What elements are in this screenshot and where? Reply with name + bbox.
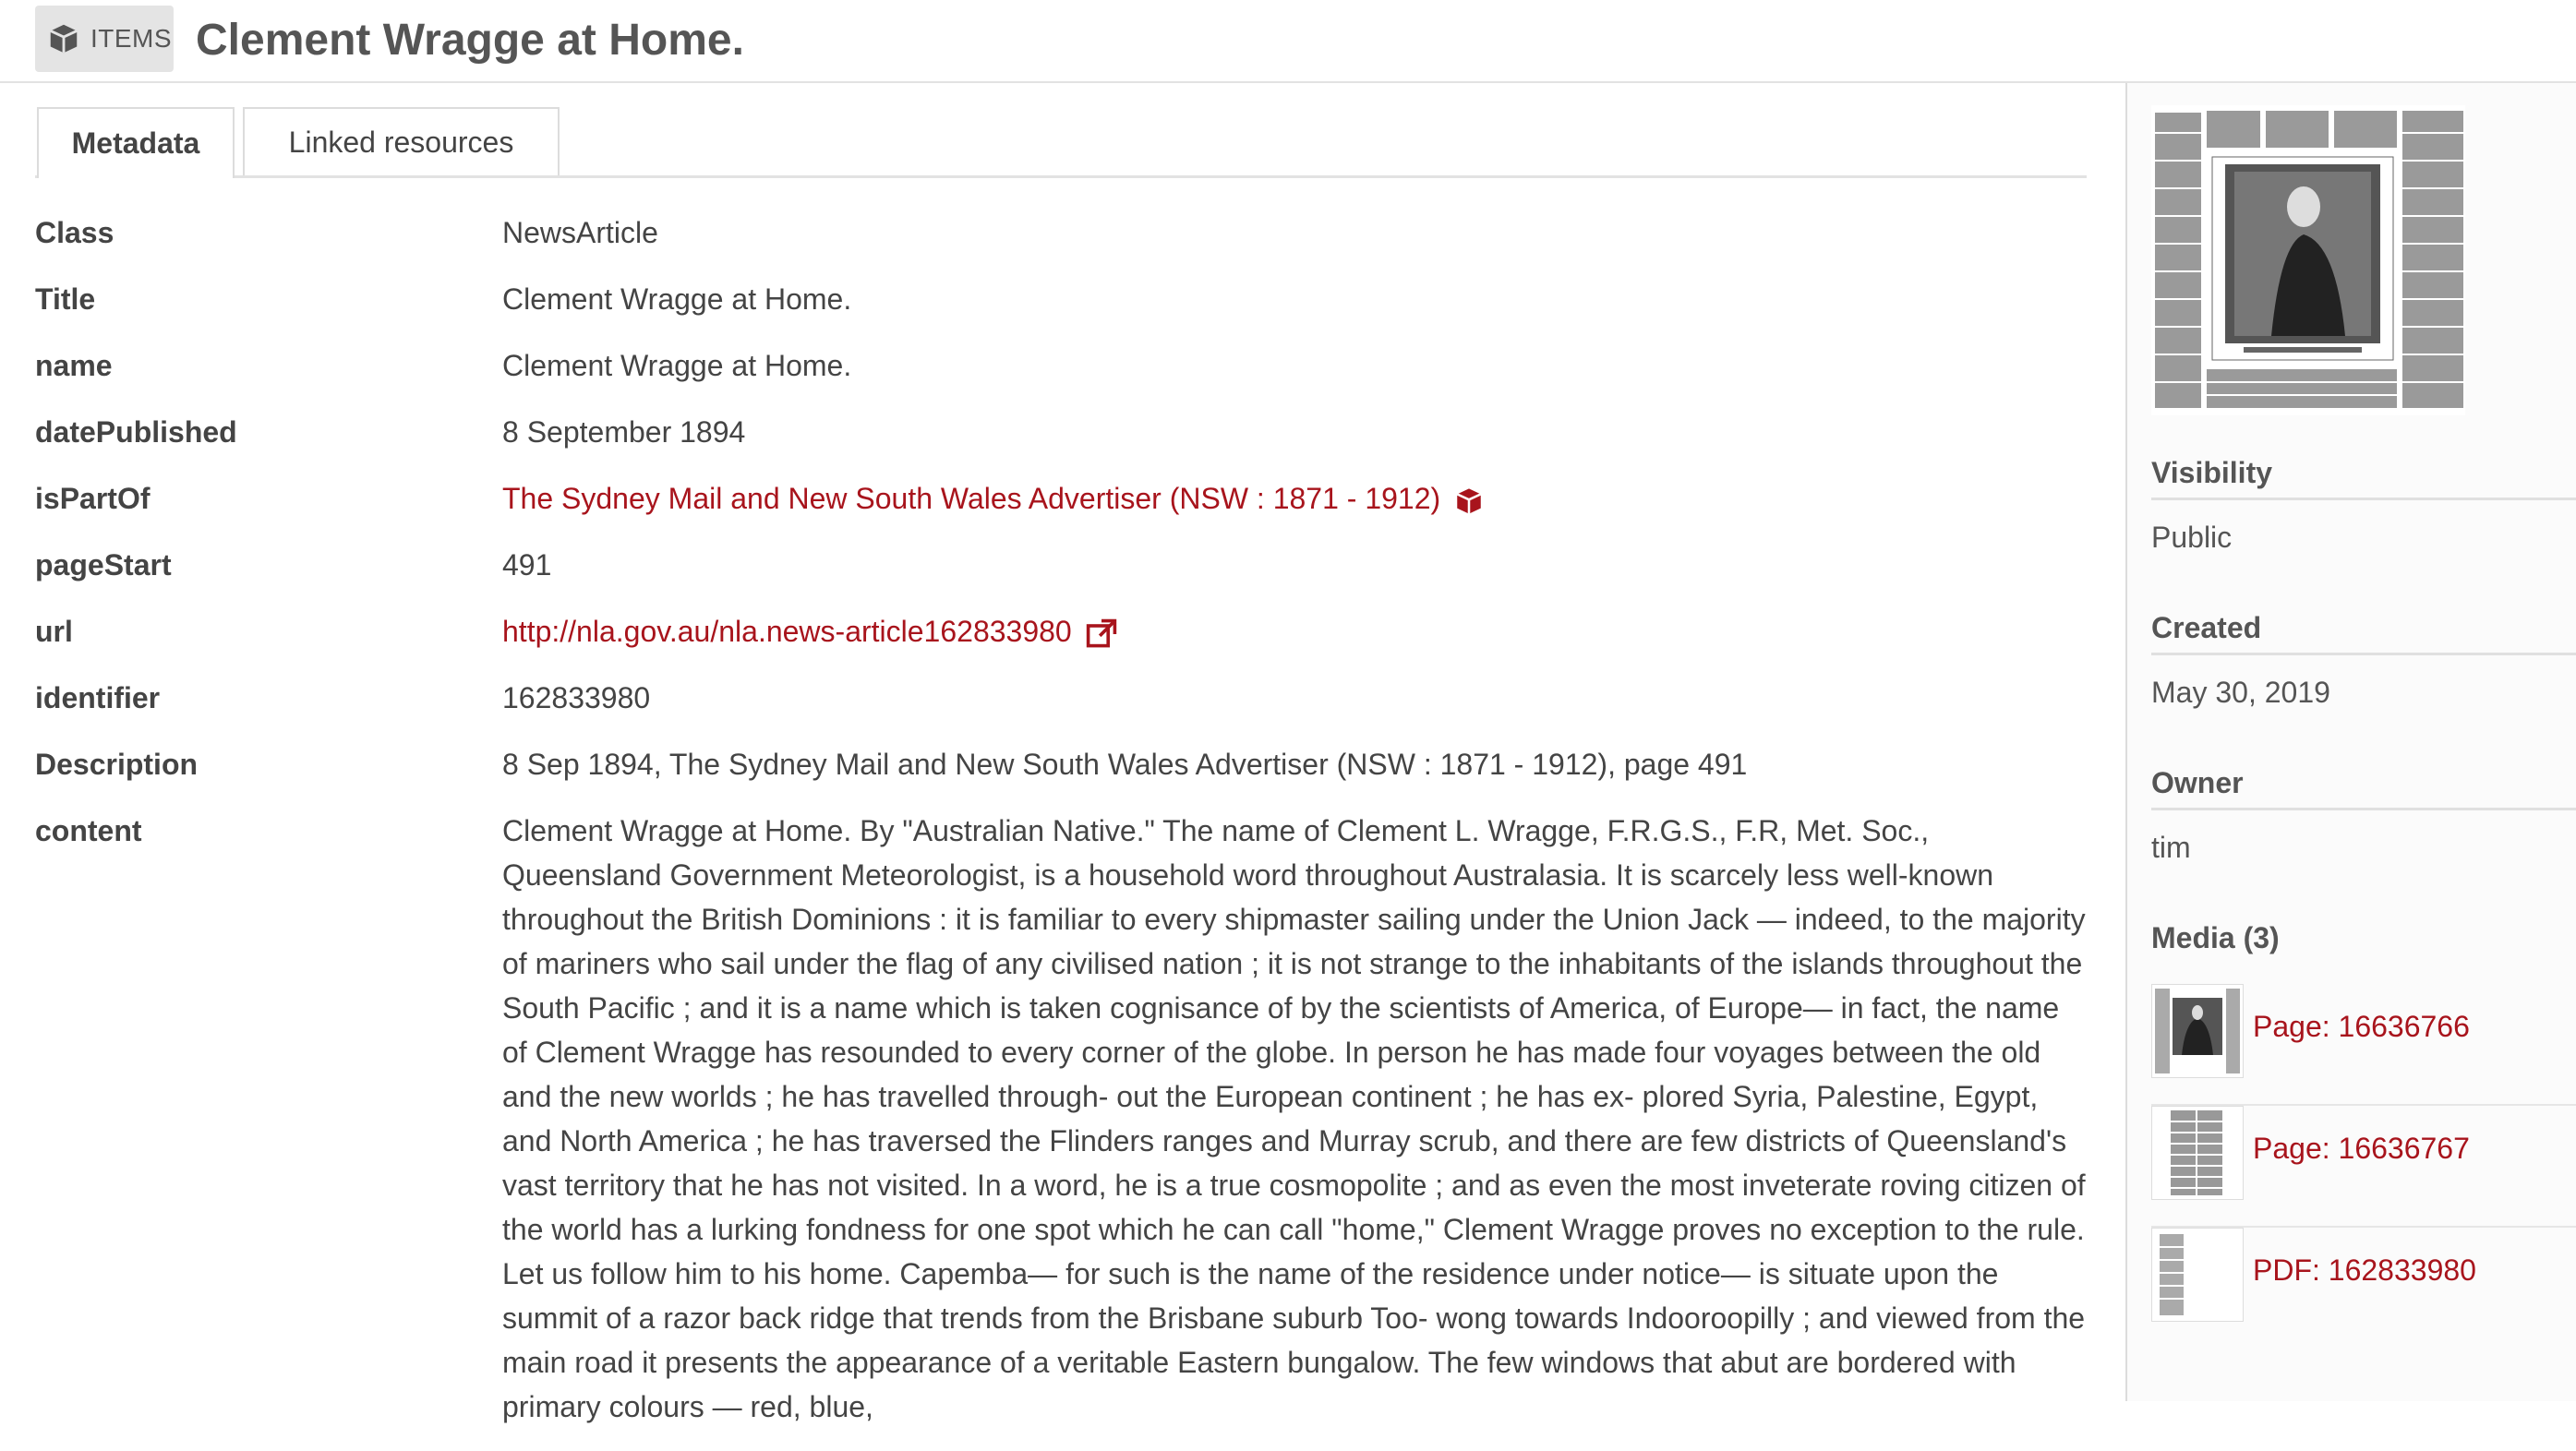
resource-link[interactable]: The Sydney Mail and New South Wales Advertiser (NSW : 1871 - 1912) — [502, 482, 1441, 515]
property-label: url — [35, 615, 73, 648]
items-badge[interactable] — [35, 6, 174, 72]
media-thumbnail[interactable] — [2151, 1106, 2244, 1200]
metadata-row-content — [35, 809, 2087, 1429]
media-thumbnail[interactable] — [2151, 984, 2244, 1078]
property-label: identifier — [35, 681, 161, 714]
media-link[interactable]: Page: 16636766 — [2253, 1010, 2470, 1043]
metadata-row-page-start — [35, 543, 2087, 587]
media-item[interactable] — [2151, 984, 2576, 1106]
property-label: Description — [35, 748, 199, 781]
newspaper-page-thumbnail[interactable] — [2151, 105, 2465, 415]
tab-linked-resources[interactable]: Linked resources — [243, 107, 560, 175]
metadata-row-url — [35, 609, 2087, 654]
external-link-icon[interactable] — [1085, 618, 1118, 651]
owner-heading: Owner — [2151, 766, 2576, 810]
sidebar — [2125, 83, 2576, 1401]
page-title: Clement Wragge at Home. — [196, 16, 744, 65]
property-value: 8 Sep 1894, The Sydney Mail and New South Wales Advertiser (NSW : 1871 - 1912), page 491 — [502, 748, 1748, 781]
media-item[interactable] — [2151, 1228, 2576, 1348]
property-value: NewsArticle — [502, 216, 658, 249]
pdf-thumbnail[interactable] — [2151, 1228, 2244, 1322]
tab-bar — [35, 107, 2087, 178]
metadata-row-description — [35, 742, 2087, 786]
main-panel — [0, 83, 2125, 1423]
media-item[interactable] — [2151, 1106, 2576, 1228]
metadata-row-name — [35, 343, 2087, 388]
media-link[interactable]: Page: 16636767 — [2253, 1132, 2470, 1165]
cube-icon[interactable] — [1453, 486, 1485, 517]
metadata-row-identifier — [35, 676, 2087, 720]
property-label: Class — [35, 216, 114, 249]
content-text: Clement Wragge at Home. By "Australian Native." The name of Clement L. Wragge, F.R.G.S., F.R, Met. Soc., Queensland Government Meteorologist, is a household word throughout Australasia. It is scarcely less well-known throughout the British Dominions : it is familiar to every shipmaster sailing under the Union Jack — indeed, to the majority of mariners who sail under the flag of any civilised nation ; it is not strange to the inhabitants of the islands throughout the South Pacific ; and it is a name which is taken cognisance of by the scientists of America, of Europe— in fact, the name of Clement Wragge has resounded to every corner of the globe. In person he has made four voyages between the old and the new worlds ; he has travelled through- out the European continent ; he has ex- plored Syria, Palestine, Egypt, and North America ; he has traversed the Flinders ranges and Murray scrub, and there are few districts of Queensland's vast territory that he has not visited. In a word, he is a true cosmopolite ; and as even the most inveterate roving citizen of the world has a lurking fondness for one spot which he can call "home," Clement Wragge proves no exception to the rule. Let us follow him to his home. Capemba— for such is the name of the residence under notice— is situate upon the summit of a razor back ridge that trends from the Brisbane suburb Too- wong towards Indooroopilly ; and viewed from the main road it presents the appearance of a veritable Eastern bungalow. The few windows that abut are bordered with primary colours — red, blue, — [502, 814, 2086, 1423]
property-value-link — [502, 476, 2087, 521]
metadata-row-class — [35, 210, 2087, 255]
page-header — [0, 0, 2576, 83]
metadata-row-date-published — [35, 410, 2087, 454]
property-label: name — [35, 349, 113, 382]
property-label: Title — [35, 282, 96, 316]
cube-icon — [46, 21, 81, 56]
property-value: 491 — [502, 548, 552, 582]
metadata-row-is-part-of — [35, 476, 2087, 521]
property-value: Clement Wragge at Home. — [502, 282, 852, 316]
property-value: 162833980 — [502, 681, 651, 714]
items-badge-label: ITEMS — [90, 24, 173, 53]
media-heading: Media (3) — [2151, 921, 2280, 954]
property-label: datePublished — [35, 415, 237, 449]
property-value: Clement Wragge at Home. — [502, 349, 852, 382]
owner-value: tim — [2151, 831, 2191, 864]
metadata-row-title — [35, 277, 2087, 321]
url-link[interactable]: http://nla.gov.au/nla.news-article162833980 — [502, 615, 1072, 648]
metadata-list — [35, 210, 2087, 1451]
property-value-link — [502, 609, 2087, 654]
visibility-value: Public — [2151, 521, 2233, 554]
created-heading: Created — [2151, 611, 2576, 655]
property-value: 8 September 1894 — [502, 415, 746, 449]
created-value: May 30, 2019 — [2151, 676, 2330, 709]
property-label: content — [35, 814, 142, 847]
visibility-heading: Visibility — [2151, 456, 2576, 500]
media-link[interactable]: PDF: 162833980 — [2253, 1253, 2476, 1287]
property-label: pageStart — [35, 548, 172, 582]
property-label: isPartOf — [35, 482, 150, 515]
tab-metadata[interactable]: Metadata — [37, 107, 235, 178]
